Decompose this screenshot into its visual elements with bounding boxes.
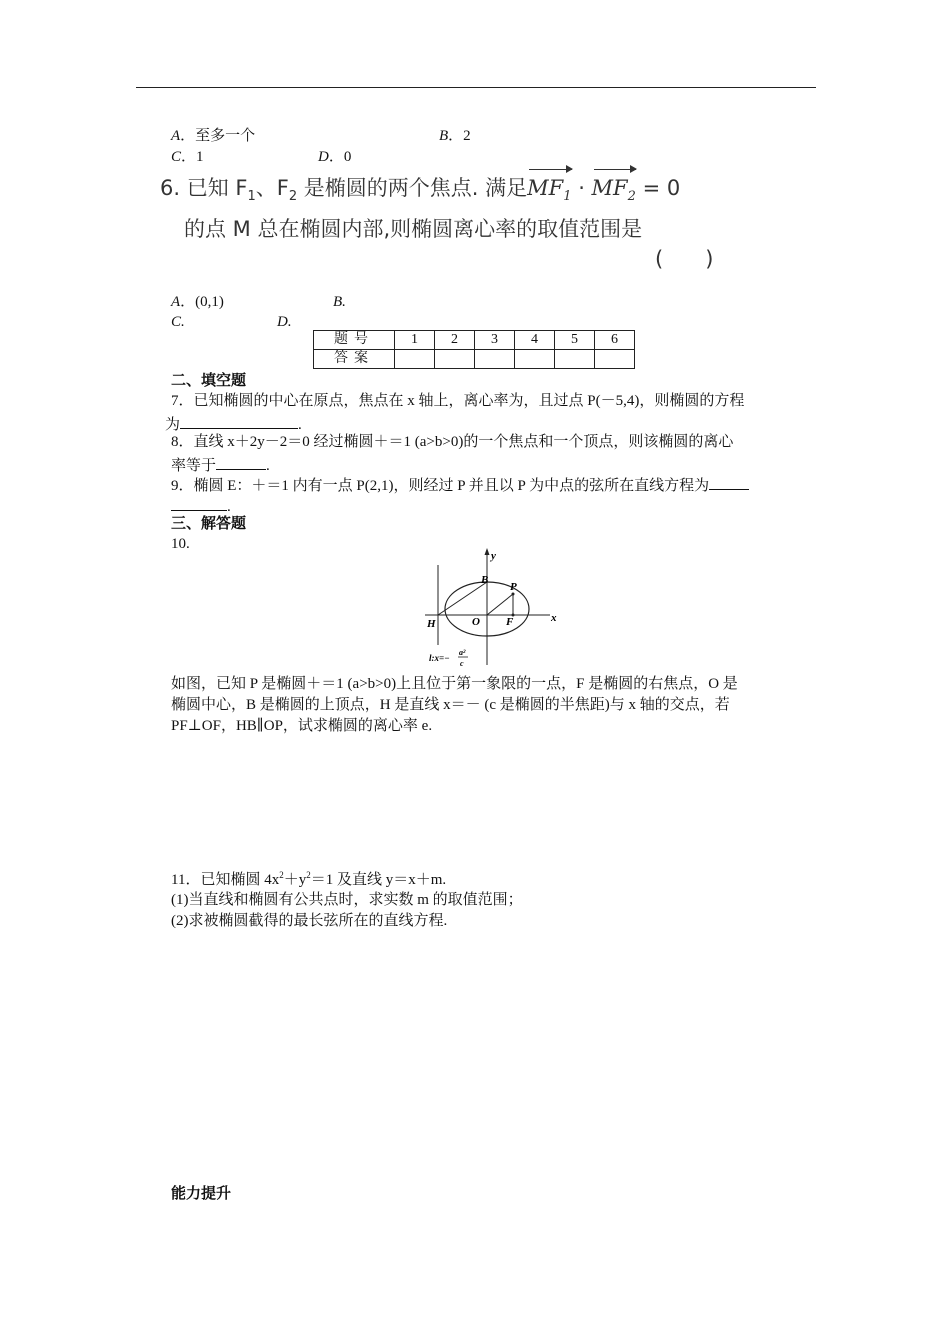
vector-mf1: $MF_1$ (527, 172, 571, 213)
answer-table-header-row (314, 331, 635, 350)
label-y: y (491, 550, 496, 562)
answer-table-number: 4 (515, 331, 555, 350)
label-h: H (427, 618, 436, 630)
q10-line1: 如图，已知 P 是椭圆＋＝1 (a>b>0)上且位于第一象限的一点，F 是椭圆的右焦点，O 是 (171, 676, 738, 692)
label-o: O (472, 616, 480, 628)
answer-cell[interactable] (515, 350, 555, 369)
answer-table-number: 6 (595, 331, 635, 350)
q11-part1: (1)当直线和椭圆有公共点时，求实数 m 的取值范围； (171, 892, 523, 908)
q6-option-c: C. (171, 314, 185, 330)
q6-line1: 6. 已知 $F_1$、$F_2$ 是椭圆的两个焦点. 满足$MF_1 \cdot MF_2 = 0$ (160, 172, 735, 213)
q7-line1: 7．已知椭圆的中心在原点，焦点在 x 轴上，离心率为，且过点 P(－5,4)，则椭圆的方程 (171, 393, 745, 409)
q11-part2: (2)求被椭圆截得的最长弦所在的直线方程. (171, 913, 448, 929)
q10-number: 10. (171, 536, 190, 552)
answer-cell[interactable] (435, 350, 475, 369)
q6-question-image (160, 172, 735, 246)
vector-mf2: $MF_2$ (592, 172, 636, 213)
q10-ellipse-figure (415, 545, 565, 670)
section-solution-title: 三、解答题 (171, 516, 247, 532)
q8-line2: 率等于 . (171, 454, 270, 475)
q8-answer-blank[interactable] (216, 454, 266, 470)
q6-option-b: B. (333, 294, 346, 310)
q9-answer-blank[interactable] (709, 474, 749, 490)
answer-cell[interactable] (395, 350, 435, 369)
q5-option-a: A．至多一个 (171, 128, 256, 144)
label-frac-num: a² (459, 648, 466, 657)
q6-line2: 的点 M 总在椭圆内部,则椭圆离心率的取值范围是 (184, 217, 643, 242)
label-frac-den: c (460, 659, 464, 668)
label-x: x (551, 612, 557, 624)
section-ability-title: 能力提升 (171, 1186, 232, 1202)
q9-line1: 9．椭圆 E：＋＝1 内有一点 P(2,1)，则经过 P 并且以 P 为中点的弦所在直线方程为 (171, 474, 749, 495)
q7-line2: 为 . (165, 413, 302, 434)
label-p: P (510, 581, 517, 593)
answer-table-number: 5 (555, 331, 595, 350)
q5-option-c: C．1 (171, 149, 204, 165)
section-fill-in-title: 二、填空题 (171, 373, 247, 389)
answer-cell[interactable] (475, 350, 515, 369)
answer-table (313, 330, 635, 369)
q5-option-b: B．2 (439, 128, 471, 144)
answer-table-answer-row (314, 350, 635, 369)
answer-table-answer-label: 答案 (314, 350, 395, 369)
answer-table-number: 1 (395, 331, 435, 350)
answer-cell[interactable] (595, 350, 635, 369)
q6-option-a: A．(0,1) (171, 294, 224, 310)
q11-line1: 11．已知椭圆 $4x^2+y^2=1$ 及直线 y＝x＋m. (171, 870, 447, 888)
answer-table-header-label: 题号 (314, 331, 395, 350)
q9-answer-blank-cont[interactable] (171, 495, 227, 511)
answer-cell[interactable] (555, 350, 595, 369)
q10-line3: PF⊥OF，HB∥OP，试求椭圆的离心率 e. (171, 718, 433, 734)
q10-line2: 椭圆中心，B 是椭圆的上顶点，H 是直线 x＝－ (c 是椭圆的半焦距)与 x 轴的交点，若 (171, 697, 730, 713)
q8-line1: 8．直线 x＋2y－2＝0 经过椭圆＋＝1 (a>b>0)的一个焦点和一个顶点，则该椭圆的离心 (171, 434, 734, 450)
q9-line2: . (171, 495, 231, 516)
y-axis-arrow (485, 548, 490, 555)
label-b: B (481, 574, 489, 586)
label-directrix: l:x=− (429, 653, 450, 663)
q7-answer-blank[interactable] (180, 413, 298, 429)
q5-option-d: D．0 (318, 149, 352, 165)
q6-option-d: D. (277, 314, 292, 330)
label-f: F (506, 616, 514, 628)
line-op (487, 594, 513, 615)
answer-table-number: 2 (435, 331, 475, 350)
answer-table-number: 3 (475, 331, 515, 350)
header-rule (136, 87, 816, 88)
q6-answer-paren: ( ) (655, 247, 714, 271)
